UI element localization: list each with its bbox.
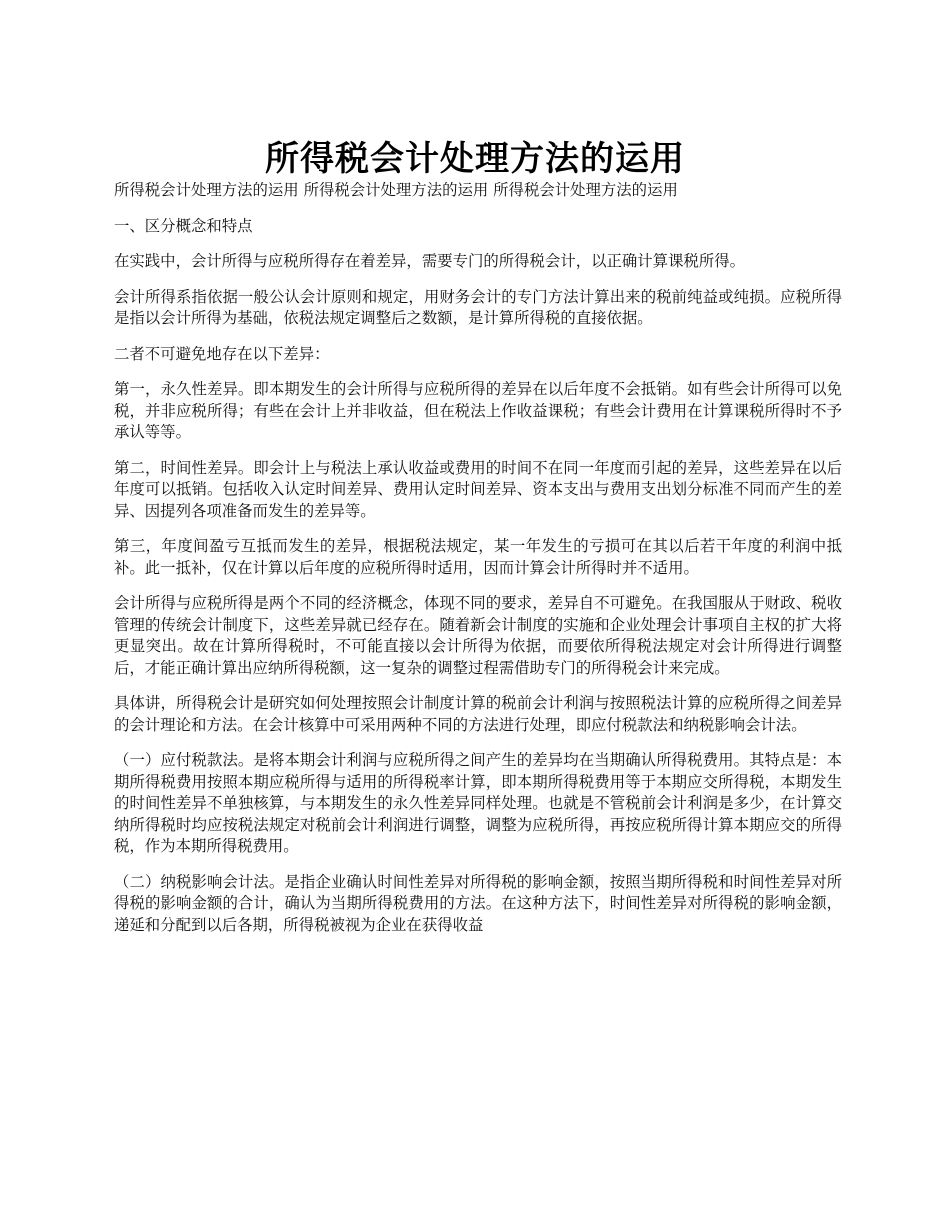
- paragraph: 二者不可避免地存在以下差异：: [114, 344, 330, 363]
- paragraph: （一）应付税款法。是将本期会计利润与应税所得之间产生的差异均在当期确认所得税费用。其特点是：本期所得税费用按照本期应税所得与适用的所得税率计算，即本期所得税费用等于本期应交所得税，本期发生的时间性差异不单独核算，与本期发生的永久性差异同样处理。也就是不管税前会计利润是多少，在计算交纳所得税时均应按税法规定对税前会计利润进行调整，调整为应税所得，再按应税所得计算本期应交的所得税，作为本期所得税费用。: [114, 751, 842, 855]
- paragraph: 在实践中，会计所得与应税所得存在着差异，需要专门的所得税会计，以正确计算课税所得。: [114, 252, 746, 270]
- paragraph: 第三，年度间盈亏互抵而发生的差异，根据税法规定，某一年发生的亏损可在其以后若干年度的利润中抵补。此一抵补，仅在计算以后年度的应税所得时适用，因而计算会计所得时并不适用。: [114, 537, 842, 577]
- paragraph: 会计所得系指依据一般公认会计原则和规定，用财务会计的专门方法计算出来的税前纯益或纯损。应税所得是指以会计所得为基础，依税法规定调整后之数额，是计算所得税的直接依据。: [114, 287, 842, 327]
- paragraph: 具体讲，所得税会计是研究如何处理按照会计制度计算的税前会计利润与按照税法计算的应税所得之间差异的会计理论和方法。在会计核算中可采用两种不同的方法进行处理，即应付税款法和纳税影响会计法。: [114, 694, 842, 734]
- section-heading: 一、区分概念和特点: [114, 216, 253, 235]
- document-body: [114, 180, 842, 950]
- paragraph: 第二，时间性差异。即会计上与税法上承认收益或费用的时间不在同一年度而引起的差异，这些差异在以后年度可以抵销。包括收入认定时间差异、费用认定时间差异、资本支出与费用支出划分标准不同而产生的差异、因提列各项准备而发生的差异等。: [114, 458, 842, 520]
- paragraph: （二）纳税影响会计法。是指企业确认时间性差异对所得税的影响金额，按照当期所得税和时间性差异对所得税的影响金额的合计，确认为当期所得税费用的方法。在这种方法下，时间性差异对所得税的影响金额，递延和分配到以后各期，所得税被视为企业在获得收益: [114, 872, 842, 934]
- document-title: 所得税会计处理方法的运用: [265, 138, 685, 179]
- paragraph: 第一，永久性差异。即本期发生的会计所得与应税所得的差异在以后年度不会抵销。如有些会计所得可以免税，并非应税所得；有些在会计上并非收益，但在税法上作收益课税；有些会计费用在计算课税所得时不予承认等等。: [114, 380, 842, 441]
- paragraph-repeated-title: 所得税会计处理方法的运用 所得税会计处理方法的运用 所得税会计处理方法的运用: [114, 181, 678, 199]
- paragraph: 会计所得与应税所得是两个不同的经济概念，体现不同的要求，差异自不可避免。在我国服从于财政、税收管理的传统会计制度下，这些差异就已经存在。随着新会计制度的实施和企业处理会计事项自主权的扩大将更显突出。故在计算所得税时，不可能直接以会计所得为依据，而要依所得税法规定对会计所得进行调整后，才能正确计算出应纳所得税额，这一复杂的调整过程需借助专门的所得税会计来完成。: [114, 594, 842, 677]
